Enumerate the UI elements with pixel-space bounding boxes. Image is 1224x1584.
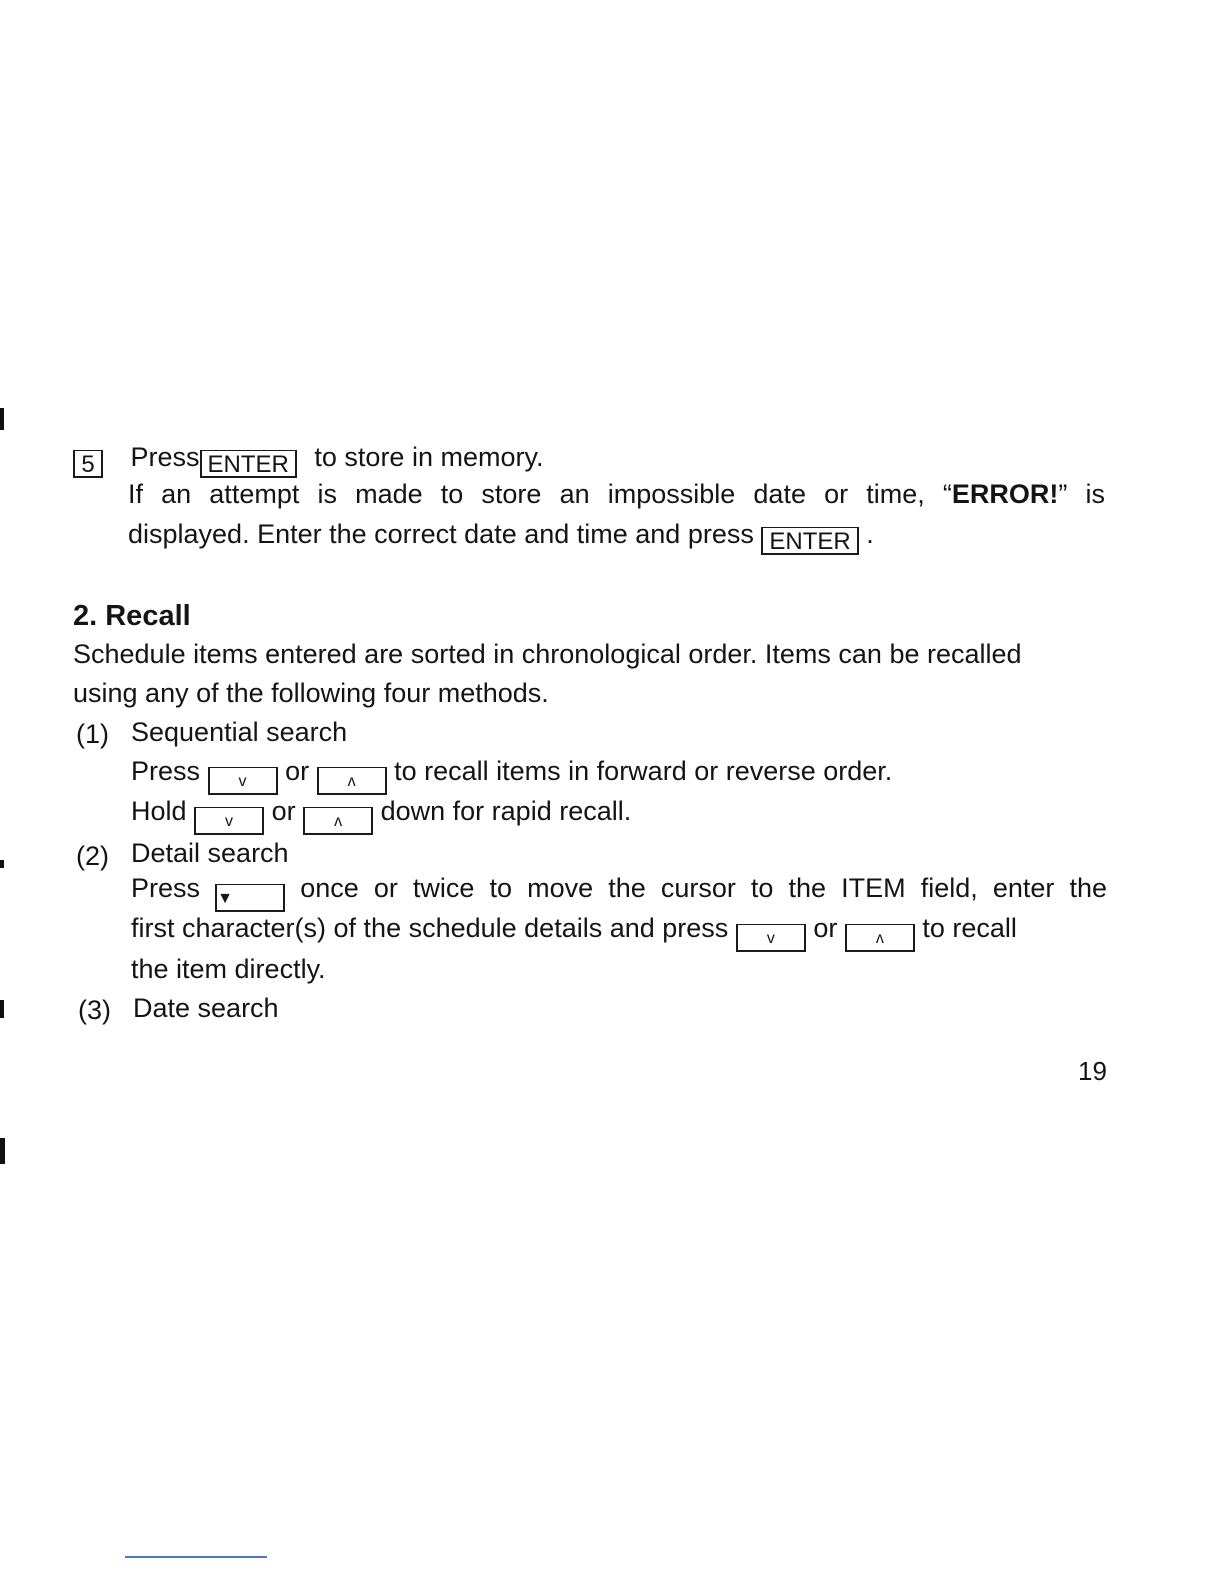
item1-line1 xyxy=(131,755,892,795)
up-arrow-key: ʌ xyxy=(845,924,915,952)
item2-line3: the item directly. xyxy=(131,954,326,984)
margin-mark xyxy=(0,860,4,868)
or-text: or xyxy=(813,913,838,943)
recall-intro-line1: Schedule items entered are sorted in chronological order. Items can be recalled xyxy=(73,639,1022,669)
recall-intro-line2: using any of the following four methods. xyxy=(73,678,549,708)
item2-number: (2) xyxy=(76,841,109,871)
cursor-down-key: ▼ xyxy=(215,884,285,912)
down-arrow-key: v xyxy=(736,924,806,952)
step5-line2-text: If an attempt is made to store an impossible date or time, “ xyxy=(128,479,952,509)
step5-line2 xyxy=(128,478,1105,510)
press-text: Press xyxy=(131,873,201,903)
step5-rest-text: to store in memory. xyxy=(314,442,544,472)
margin-mark xyxy=(0,408,4,430)
item2-title: Detail search xyxy=(131,838,289,868)
item1-line2 xyxy=(131,795,631,835)
error-text: ERROR! xyxy=(951,479,1059,509)
press-text: Press xyxy=(130,442,200,472)
step-number-box: 5 xyxy=(73,450,103,478)
period-text: . xyxy=(866,519,874,549)
margin-mark xyxy=(0,1138,5,1164)
item2-line2 xyxy=(131,912,1017,952)
item3-title: Date search xyxy=(133,993,279,1023)
item2-line1-rest: once or twice to move the cursor to the ITEM field, enter the xyxy=(300,873,1107,903)
press-text: Press xyxy=(131,756,201,786)
item1-line2-rest: down for rapid recall. xyxy=(380,796,632,826)
step5-line3-text: displayed. Enter the correct date and time and press xyxy=(128,519,754,549)
step5-line1 xyxy=(73,441,543,478)
footer-rule xyxy=(125,1556,267,1558)
enter-key: ENTER xyxy=(761,527,858,555)
or-text: or xyxy=(271,796,296,826)
section-heading: 2. Recall xyxy=(73,600,191,632)
item1-number: (1) xyxy=(76,719,109,749)
up-arrow-key: ʌ xyxy=(317,767,387,795)
hold-text: Hold xyxy=(131,796,187,826)
item1-title: Sequential search xyxy=(131,717,348,747)
item1-line1-rest: to recall items in forward or reverse order. xyxy=(394,756,893,786)
down-arrow-key: v xyxy=(194,807,264,835)
step5-line2-end: ” is xyxy=(1058,479,1105,509)
item2-line2-end: to recall xyxy=(922,913,1017,943)
item3-number: (3) xyxy=(78,995,111,1025)
step5-line3 xyxy=(128,518,874,555)
item2-line2-text: first character(s) of the schedule details and press xyxy=(131,913,729,943)
page-number: 19 xyxy=(1078,1056,1107,1086)
or-text: or xyxy=(285,756,310,786)
down-arrow-key: v xyxy=(208,767,278,795)
margin-mark xyxy=(0,1000,4,1018)
up-arrow-key: ʌ xyxy=(303,807,373,835)
enter-key: ENTER xyxy=(200,450,297,478)
item2-line1 xyxy=(131,872,1107,912)
